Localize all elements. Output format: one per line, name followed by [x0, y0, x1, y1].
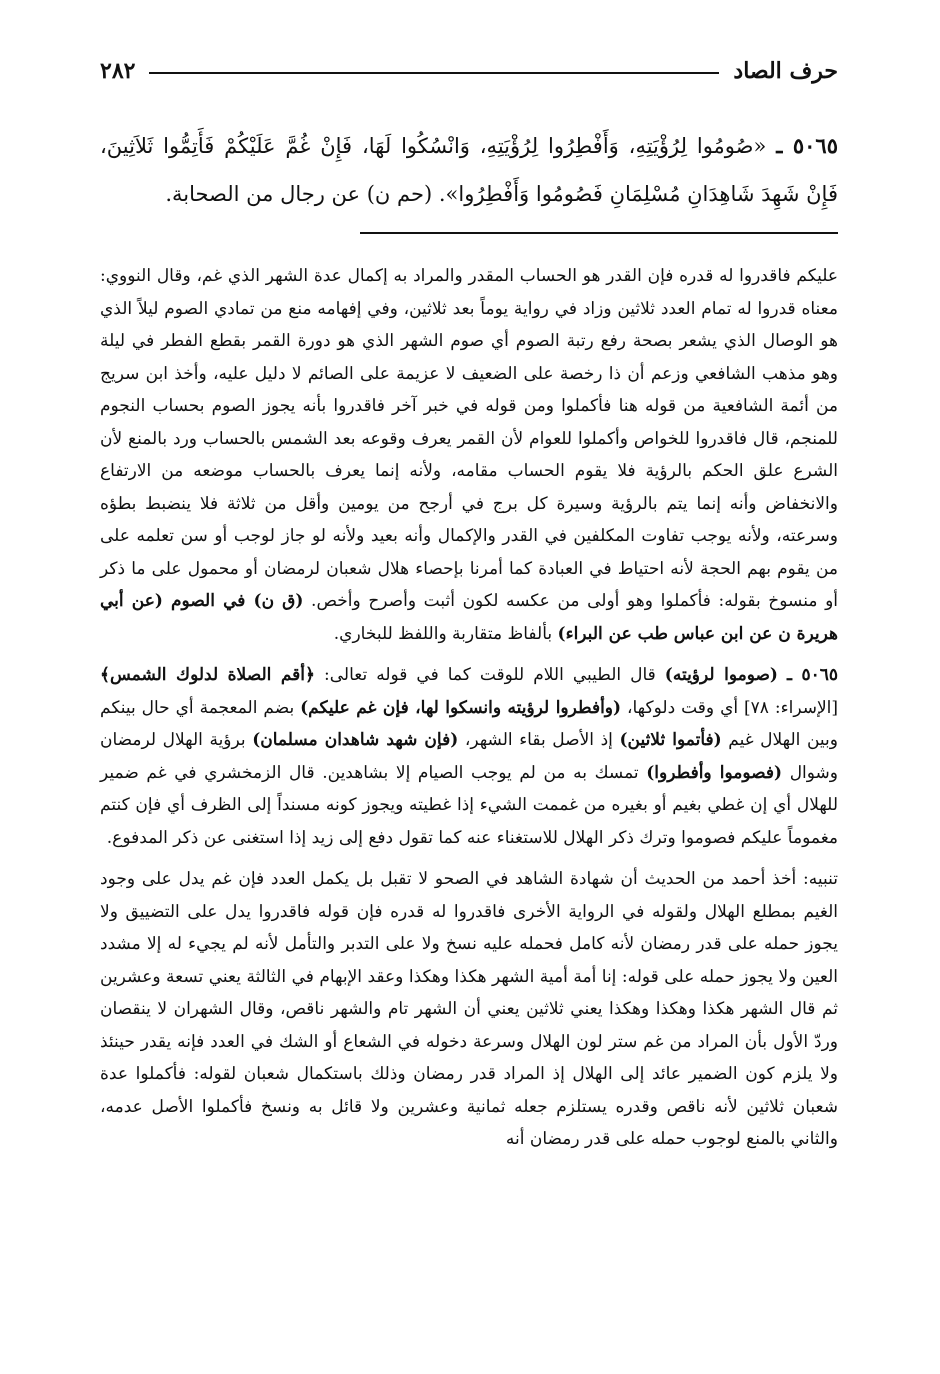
quoted-phrase: (فإن شهد شاهدان مسلمان) — [252, 730, 459, 750]
page-number: ٢٨٢ — [100, 58, 136, 84]
hadith-text: «صُومُوا لِرُؤْيَتِهِ، وَأَفْطِرُوا لِرُؤْيَتِهِ، وَانْسُكُوا لَهَا، فَإِنْ غُمَّ عَلَيْكُمْ فَأَتِمُّوا ثَلاَثِينَ، فَإِنْ شَهِدَ شَاهِدَانِ مُسْلِمَانِ فَصُومُوا وَأَفْطِرُوا». — [100, 134, 838, 206]
quran-verse: ﴿أقم الصلاة لدلوك الشمس﴾ — [100, 665, 315, 685]
commentary-paragraph-1 — [100, 260, 838, 650]
page — [100, 40, 838, 1165]
commentary-hadith-number: ٥٠٦٥ ـ — [786, 665, 839, 685]
quoted-phrase: (صوموا لرؤيته) — [664, 665, 778, 685]
hadith-source: (حم ن) عن رجال من الصحابة. — [165, 182, 433, 206]
quoted-phrase: (فصوموا وأفطروا) — [646, 762, 783, 783]
commentary-text: قال الطيبي اللام للوقت كما في قوله تعالى: — [324, 665, 656, 685]
commentary-paragraph-1-tail: بألفاظ متقاربة واللفظ للبخاري. — [333, 623, 553, 644]
hadith-text-block — [100, 122, 838, 218]
commentary-text: بضم المعجمة أي حال بينكم وبين الهلال غيم — [100, 697, 838, 750]
section-title: حرف الصاد — [733, 58, 838, 84]
commentary-paragraph-1-text: عليكم فاقدروا له قدره فإن القدر هو الحساب المقدر والمراد به إكمال عدة الشهر الذي غم، وقال النووي: معناه قدروا له تمام العدد ثلاثين وزاد في رواية يوماً بعد ثلاثين، وفي إفهامه منع من تمادي الصوم ليلاً الذي هو الوصال الذي يشعر بصحة رفع رتبة الصوم أي صوم الشهر الذي هو دورة القمر بقطع الفطر في ليلة وهو مذهب الشافعي وزعم أن ذا رخصة على الضعيف لا عزيمة على الصائم لا دليل عليه، وأخذ ابن سريج من أئمة الشافعية من قوله هنا فأكملوا ومن قوله في خبر آخر فاقدروا بأنه يجوز الصوم بحساب النجوم للمنجم، قال فاقدروا للخواص وأكملوا للعوام لأن القمر يعرف وقوعه بعد الشمس بالحساب ورد بالمنع لأن الشرع علق الحكم بالرؤية فلا يقوم الحساب مقامه، ولأنه إنما يعرف بالحساب موضعه من الارتفاع والانخفاض وأنه إنما يتم بالرؤية وسيرة كل برج في أرجح من يومين وأقل من ثلاثة فلا ينضبط بطؤه وسرعته، ولأنه يوجب تفاوت المكلفين في القدر والإكمال وأنه بعيد ولأنه لو جاز لوجب أو سن تعلمه على من يقوم بهم الحجة لأنه احتياط في العبادة كما أمرنا بإحصاء هلال شعبان لرمضان أو محمول على ما ذكر أو منسوخ بقوله: فأكملوا وهو أولى من عكسه لكون أثبت وأصرح وأخص. — [100, 266, 839, 611]
quoted-phrase: (وأفطروا لرؤيته وانسكوا لها، فإن غم عليكم) — [300, 697, 622, 718]
header-rule — [149, 72, 719, 74]
commentary-paragraph-3 — [100, 863, 838, 1156]
footnote-separator — [360, 232, 838, 234]
hadith-number: ٥٠٦٥ ـ — [776, 133, 838, 158]
commentary-paragraph-2 — [100, 659, 838, 854]
commentary-paragraph-3-text: تنبيه: أخذ أحمد من الحديث أن شهادة الشاهد في الصحو لا تقبل بل يكمل العدد فإن غم يدل على وجود الغيم بمطلع الهلال ولقوله في الرواية الأخرى فاقدروا له قدره فإن قوله فاقدروا يدل على التضييق ولا يجوز حمله على قدر رمضان لأنه كامل فحمله عليه نسخ ولا على التدبر والتأمل لأنه لم يجيء له إلا مشدد العين ولا يجوز حمله على قوله: إنا أمة أمية الشهر هكذا وهكذا وعقد الإبهام في الثالثة يعني تسعة وعشرين ثم قال الشهر هكذا وهكذا وهكذا يعني ثلاثين يعني أن الشهر تام والشهر ناقص، وقال الشهران لا ينقصان وردّ الأول بأن المراد من غم ستر لون الهلال وسرعة دخوله في الشعاع أو الشك في العدد فإنه يقدر حينئذ ولا يلزم كون الضمير عائد إلى الهلال إذ المراد قدر رمضان وذلك باستكمال شعبان لقوله: فأكملوا عدة شعبان ثلاثين لأنه ناقص وقدره يستلزم جعله ثمانية وعشرين ولا قائل به ونسخ فأكملوا الأصل عدمه، والثاني بالمنع لوجوب حمله على قدر رمضان أنه — [100, 869, 838, 1149]
commentary — [100, 260, 838, 1156]
commentary-text: إذ الأصل بقاء الشهر، — [464, 730, 613, 750]
commentary-source-reference: (ق ن) في الصوم (عن أبي هريرة ن عن ابن عباس طب عن البراء) — [100, 591, 838, 644]
commentary-text: [الإسراء: ٧٨] أي وقت دلوكها، — [627, 697, 839, 718]
commentary-text: برؤية الهلال لرمضان وشوال — [100, 730, 839, 783]
commentary-text: تمسك به من لم يوجب الصيام إلا بشاهدين. قال الزمخشري في غم ضمير للهلال أي إن غطي بغيم أو بغيره من غممت الشيء إذا غطيته ويجوز كونه مسنداً إلى الظرف أي فإن كنتم مغموماً عليكم فصوموا وترك ذكر الهلال للاستغناء عنه كما تقول دفع إلى زيد إذا استغنى عن ذكر المدفوع. — [100, 762, 838, 848]
running-head — [100, 40, 838, 84]
quoted-phrase: (فأتموا ثلاثين) — [619, 730, 722, 750]
